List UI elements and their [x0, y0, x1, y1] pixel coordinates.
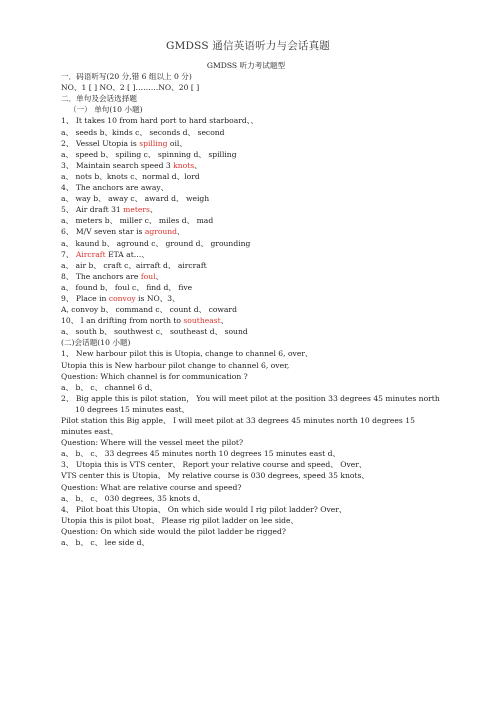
line-text: 4、 The anchors are away、 [61, 183, 169, 193]
text-line-l22 [61, 304, 461, 315]
line-text: 7、 [61, 249, 76, 259]
line-text: 、 [194, 160, 202, 170]
line-text: a、 south b、 southwest c、 southeast d、 sound [61, 327, 248, 337]
text-line-l43 [61, 537, 461, 548]
line-text: 5、 Air draft 31 [61, 205, 124, 215]
line-text: 、 [149, 205, 158, 215]
line-text: oil、 [167, 138, 187, 148]
text-line-l24 [61, 326, 461, 337]
line-text: 二．单句及会话选择题 [61, 94, 137, 104]
line-text: Utopia this is pilot boat、 Please rig pilot ladder on lee side、 [61, 515, 299, 525]
text-line-l21 [61, 293, 461, 304]
text-line-l03 [61, 93, 461, 104]
line-text: 2、 Big apple this is pilot station， You will meet pilot at the position 33 degrees 45 minutes north [61, 393, 440, 403]
text-line-l33 [61, 426, 461, 437]
text-line-l16 [61, 238, 461, 249]
text-line-l35 [61, 448, 461, 459]
text-line-l37 [61, 470, 461, 481]
text-line-l13 [61, 204, 461, 215]
line-text: 、 [155, 271, 164, 281]
text-line-l40 [61, 504, 461, 515]
text-line-l30 [61, 393, 461, 404]
line-text: a、 b、 c、 channel 6 d、 [61, 382, 158, 392]
line-text: a、 air b、 craft c、airraft d、 aircraft [61, 260, 207, 270]
line-text: 1、 New harbour pilot this is Utopia, change to channel 6, over、 [61, 349, 313, 359]
highlighted-answer: aground [144, 227, 178, 237]
text-line-l31 [61, 404, 461, 415]
text-line-l19 [61, 271, 461, 282]
text-line-l28 [61, 371, 461, 382]
highlighted-answer: foul [140, 271, 156, 281]
highlighted-answer: southeast [183, 316, 221, 326]
text-line-l18 [61, 260, 461, 271]
line-text: 、 [220, 316, 229, 326]
text-line-l29 [61, 382, 461, 393]
line-text: NO、1 [ ] NO、2 [ ]………NO、20 [ ] [61, 83, 200, 93]
text-line-l20 [61, 282, 461, 293]
line-text: ETA at…、 [105, 249, 149, 259]
highlighted-answer: meters [123, 205, 150, 215]
line-text: a、 meters b、 miller c、 miles d、 mad [61, 216, 214, 226]
text-line-l39 [61, 493, 461, 504]
text-line-l15 [61, 226, 461, 237]
line-text: 2、 Vessel Utopia is [61, 138, 140, 148]
line-text: Question: On which side would the pilot ladder be rigged? [61, 526, 286, 536]
line-text: a、 b、 c、 33 degrees 45 minutes north 10 degrees 15 minutes east d、 [61, 449, 341, 459]
line-text: Question: Where will the vessel meet the pilot? [61, 438, 244, 448]
line-text: A, convoy b、 command c、 count d、 coward [61, 305, 237, 315]
text-line-l26 [61, 348, 461, 359]
text-line-l27 [61, 360, 461, 371]
line-text: 9、 Place in [61, 293, 109, 303]
exam-subtitle: GMDSS 听力考试题型 [206, 61, 286, 70]
line-text: 3、 Utopia this is VTS center、 Report your relative course and speed、 Over、 [61, 460, 367, 470]
text-line-l05 [61, 115, 461, 126]
text-line-l06 [61, 127, 461, 138]
line-text: a、 b、 c、 lee side d、 [61, 538, 150, 548]
line-text: 10、 I an drifting from north to [61, 316, 184, 326]
text-line-l04 [61, 104, 461, 115]
text-line-l17 [61, 249, 461, 260]
line-text: Question: What are relative course and speed? [61, 482, 242, 492]
line-text: a、 b、 c、 030 degrees, 35 knots d、 [61, 493, 206, 503]
question-lines [61, 71, 461, 548]
text-line-l23 [61, 315, 461, 326]
line-text: VTS center this is Utopia、 My relative course is 030 degrees, speed 35 knots、 [61, 471, 369, 481]
line-text: a、 seeds b、kinds c、 seconds d、 second [61, 127, 225, 137]
text-line-l36 [61, 459, 461, 470]
text-line-l08 [61, 149, 461, 160]
text-line-l02 [61, 82, 461, 93]
text-line-l01 [61, 71, 461, 82]
text-line-l11 [61, 182, 461, 193]
highlighted-answer: Aircraft [75, 249, 106, 259]
line-text: 10 degrees 15 minutes east、 [75, 404, 190, 414]
text-line-l07 [61, 138, 461, 149]
line-text: 8、 The anchors are [61, 271, 141, 281]
text-line-l12 [61, 193, 461, 204]
line-text: minutes east、 [61, 427, 118, 437]
line-text: Question: Which channel is for communication ? [61, 371, 248, 381]
line-text: a、 nots b、knots c、normal d、lord [61, 171, 200, 181]
line-text: 一．码语听写(20 分,错 6 组以上 0 分) [61, 72, 192, 82]
text-line-l09 [61, 160, 461, 171]
line-text: 6、 M/V seven star is [61, 227, 145, 237]
line-text: 3、 Maintain search speed 3 [61, 160, 174, 170]
highlighted-answer: spilling [139, 138, 168, 148]
line-text: Utopia this is New harbour pilot change to channel 6, over, [61, 360, 290, 370]
line-text: （一） 单句(10 小题) [69, 105, 143, 115]
text-line-l38 [61, 482, 461, 493]
line-text: a、 way b、 away c、 award d、 weigh [61, 194, 210, 204]
line-text: Pilot station this Big apple、 I will meet pilot at 33 degrees 45 minutes north 10 degrees 15 [61, 416, 415, 425]
line-text: is NO、3、 [135, 293, 180, 303]
document-body [61, 60, 461, 548]
page-title: GMDSS 通信英语听力与会话真题 [166, 40, 330, 52]
text-line-l42 [61, 526, 461, 537]
text-line-l32 [61, 415, 461, 426]
text-line-l25 [61, 337, 461, 348]
text-line-l41 [61, 515, 461, 526]
line-text: 1、 It takes 10 from hard port to hard starboard、、 [61, 116, 259, 126]
line-text: a、 speed b、 spiling c、 spinning d、 spilling [61, 149, 237, 159]
line-text: a、 found b、 foul c、 find d、 five [61, 282, 193, 292]
highlighted-answer: convoy [108, 293, 136, 303]
line-text: 、 [177, 227, 185, 237]
line-text: a、 kaund b、 aground c、 ground d、 grounding [61, 238, 251, 248]
text-line-l34 [61, 437, 461, 448]
highlighted-answer: knots [173, 160, 195, 170]
line-text: (二)会话题(10 小题) [61, 338, 131, 348]
text-line-l10 [61, 171, 461, 182]
line-text: 4、 Pilot boat this Utopia、 On which side would I rig pilot ladder? Over、 [61, 504, 347, 514]
text-line-l14 [61, 215, 461, 226]
